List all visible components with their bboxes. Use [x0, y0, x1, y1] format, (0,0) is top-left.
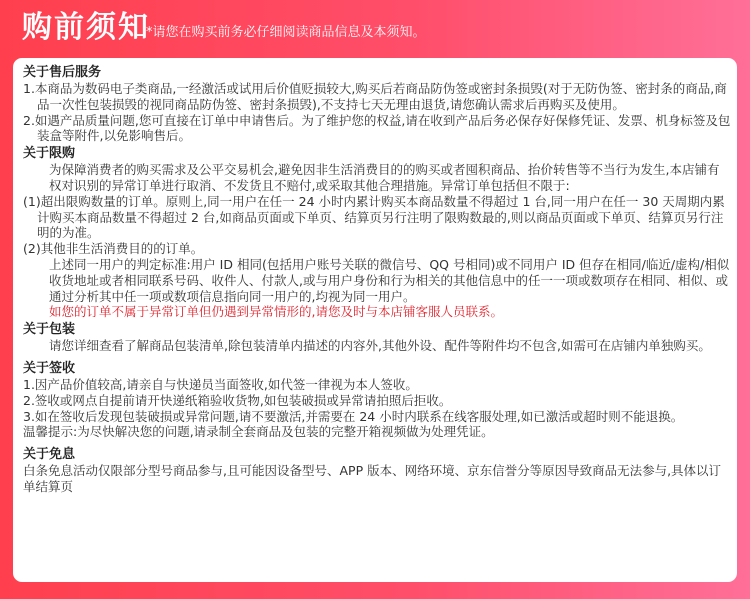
purchase-limit-intro: 为保障消费者的购买需求及公平交易机会,避免因非生活消费目的的购买或者囤积商品、抬价转售等不当行为发生,本店铺有权对识别的异常订单进行取消、不发货且不赔付,或采取其他合理措施。异常订单包括但不限于:: [49, 162, 720, 193]
purchase-limit-contact-note: 如您的订单不属于异常订单但仍遇到异常情形的,请您及时与本店铺客服人员联系。: [49, 304, 503, 320]
page-subtitle: *请您在购买前务必仔细阅读商品信息及本须知。: [146, 25, 426, 40]
after-sales-item-2: 2.如遇产品质量问题,您可直接在订单中申请售后。为了维护您的权益,请在收到产品后务必保存好保修凭证、发票、机身标签及包装盒等附件,以免影响售后。: [23, 112, 731, 144]
section-title-after-sales: 关于售后服务: [23, 65, 102, 80]
section-packaging: [23, 322, 731, 354]
after-sales-item-1: 1.本商品为数码电子类商品,一经激活或试用后价值贬损较大,购买后若商品防伪签或密封条损毁(对于无防伪签、密封条的商品,商品一次性包装损毁的视同商品防伪签、密封条损毁),不支持七天无理由退货,请您确认需求后再购买及使用。: [23, 81, 727, 112]
purchase-limit-item-1: (1)超出限购数量的订单。原则上,同一用户在任一 24 小时内累计购买本商品数量不得超过 1 台,同一用户在任一 30 天周期内累计购买本商品数量不得超过 2 台,如商品页面或下单页、结算页另行注明了限购数最的,则以商品页面或下单页、结算页另行注明的为准。: [23, 193, 725, 241]
section-signing: [23, 361, 731, 440]
signing-tip: 温馨提示:为尽快解决您的问题,请录制全套商品及包装的完整开箱视频做为处理凭证。: [23, 424, 494, 440]
section-title-purchase-limit: 关于限购: [23, 146, 76, 162]
signing-item-1: 1.因产品价值较高,请亲自与快递员当面签收,如代签一律视为本人签收。: [23, 376, 418, 392]
section-exemption: [23, 447, 731, 495]
packaging-text: 请您详细查看了解商品包装清单,除包装清单内描述的内容外,其他外设、配件等附件均不包含,如需可在店铺内单独购买。: [49, 338, 711, 354]
notice-banner: [0, 0, 750, 58]
notice-card: [13, 58, 737, 582]
page-title: 购前须知: [22, 10, 150, 45]
section-purchase-limit: [23, 146, 731, 320]
purchase-limit-item-2: (2)其他非生活消费目的的订单。: [23, 241, 204, 257]
signing-item-2: 2.签收或网点自提前请开快递纸箱验收货物,如包装破损或异常请拍照后拒收。: [23, 392, 452, 408]
section-after-sales: [23, 65, 731, 144]
exemption-text: 白条免息活动仅限部分型号商品参与,且可能因设备型号、APP 版本、网络环境、京东信誉分等原因导致商品无法参与,具体以订单结算页: [23, 463, 722, 494]
section-title-signing: 关于签收: [23, 360, 76, 376]
signing-item-3: 3.如在签收后发现包装破损或异常问题,请不要激活,并需要在 24 小时内联系在线客服处理,如已激活或超时则不能退换。: [23, 408, 684, 424]
purchase-limit-criteria: 上述同一用户的判定标准:用户 ID 相同(包括用户账号关联的微信号、QQ 号相同)或不同用户 ID 但存在相同/临近/虚构/相似收货地址或者相同联系号码、收件人、付款人,或与用户身份和行为相关的其他信息中的任一一项或数项存在相同、相似、或通过分析其中任一项或数项信息指向同一用户的,均视为同一用户。: [49, 256, 730, 304]
notice-content: [23, 63, 731, 495]
section-title-exemption: 关于免息: [23, 447, 76, 463]
section-title-packaging: 关于包装: [23, 322, 76, 338]
